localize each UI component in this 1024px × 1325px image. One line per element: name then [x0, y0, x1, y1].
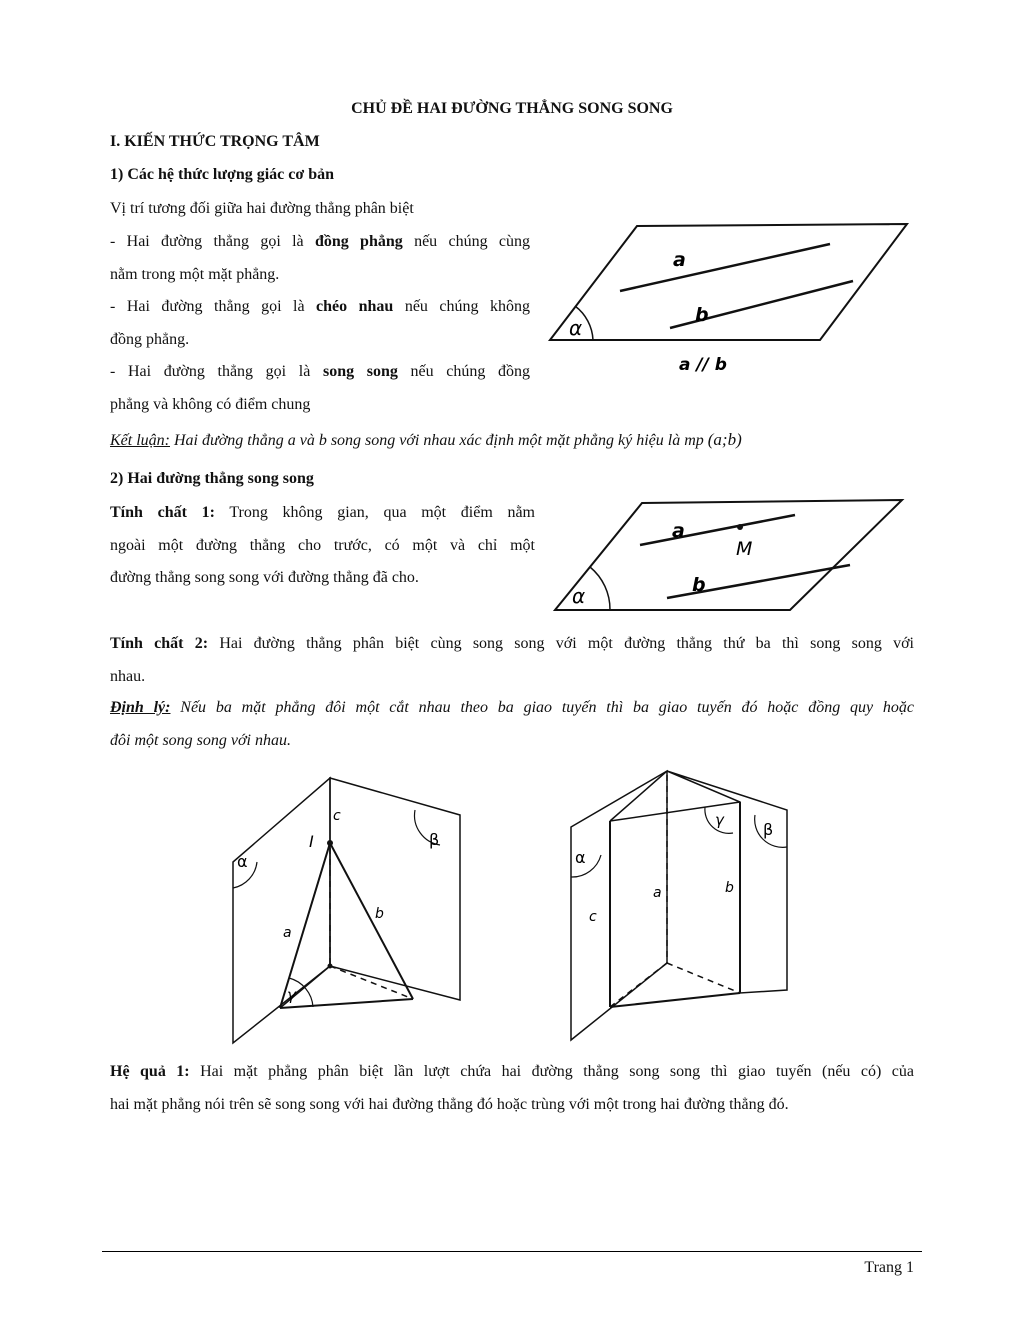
intro-text: Vị trí tương đối giữa hai đường thẳng phân biệt: [110, 200, 414, 217]
plane-gamma-label: γ: [715, 811, 724, 829]
parallel-intersections-figure: [565, 765, 800, 1050]
bullet-coplanar: - Hai đường thẳng gọi là đồng phẳng nếu chúng cùng nằm trong một mặt phẳng.: [110, 233, 530, 283]
figure-caption: a // b: [679, 355, 727, 375]
subsection-heading-1: 1) Các hệ thức lượng giác cơ bản: [110, 166, 335, 183]
plane-beta-label: β: [763, 820, 774, 839]
plane-alpha-label: α: [575, 848, 586, 867]
line-b-label: b: [375, 906, 384, 922]
plane-gamma-label: γ: [287, 986, 296, 1004]
line-b-label: b: [725, 880, 734, 896]
point-i-label: I: [309, 832, 314, 851]
plane-beta-label: β: [429, 830, 440, 849]
page-title: CHỦ ĐỀ HAI ĐƯỜNG THẲNG SONG SONG: [351, 100, 673, 117]
line-a-label: a: [283, 925, 292, 941]
plane-alpha-label: α: [569, 316, 583, 340]
line-c-label: c: [333, 808, 341, 824]
property-1: Tính chất 1: Trong không gian, qua một điểm nằm ngoài một đường thẳng cho trước, có một và chỉ một đường thẳng song song với đường thẳng đã cho.: [110, 504, 536, 586]
line-a-label: a: [673, 249, 686, 271]
section-heading: I. KIẾN THỨC TRỌNG TÂM: [110, 133, 320, 150]
line-b-label: b: [695, 304, 709, 326]
line-a-label: a: [672, 520, 685, 542]
plane-alpha-label: α: [237, 852, 248, 871]
parallel-lines-figure: [545, 218, 915, 378]
bullet-skew: - Hai đường thẳng gọi là chéo nhau nếu chúng không đồng phẳng.: [110, 298, 531, 348]
page-number: Trang 1: [864, 1259, 914, 1276]
plane-alpha-label: α: [572, 584, 586, 608]
concurrent-lines-figure: [225, 770, 490, 1055]
footer-divider: [102, 1251, 922, 1252]
conclusion: Kết luận: Hai đường thẳng a và b song song với nhau xác định một mặt phẳng ký hiệu là mp (a;b): [110, 430, 742, 449]
line-c-label: c: [589, 909, 597, 925]
bullet-parallel: - Hai đường thẳng gọi là song song nếu chúng đồng phẳng và không có điểm chung: [110, 363, 531, 413]
line-a-label: a: [653, 885, 662, 901]
theorem: Định lý: Nếu ba mặt phẳng đôi một cắt nhau theo ba giao tuyến thì ba giao tuyến đó hoặc đồng quy hoặc đôi một song song với nhau.: [110, 699, 915, 749]
line-b-label: b: [692, 574, 706, 596]
corollary-1: Hệ quả 1: Hai mặt phẳng phân biệt lần lượt chứa hai đường thẳng song song thì giao tuyến (nếu có) của hai mặt phẳng nói trên sẽ song song với hai đường thẳng đó hoặc trùng với một trong hai đường thẳng đó.: [110, 1063, 915, 1113]
unique-parallel-figure: [550, 495, 910, 617]
point-m-label: M: [736, 538, 753, 560]
subsection-heading-2: 2) Hai đường thẳng song song: [110, 470, 314, 487]
property-2: Tính chất 2: Hai đường thẳng phân biệt cùng song song với một đường thẳng thứ ba thì song song với nhau.: [110, 635, 914, 685]
